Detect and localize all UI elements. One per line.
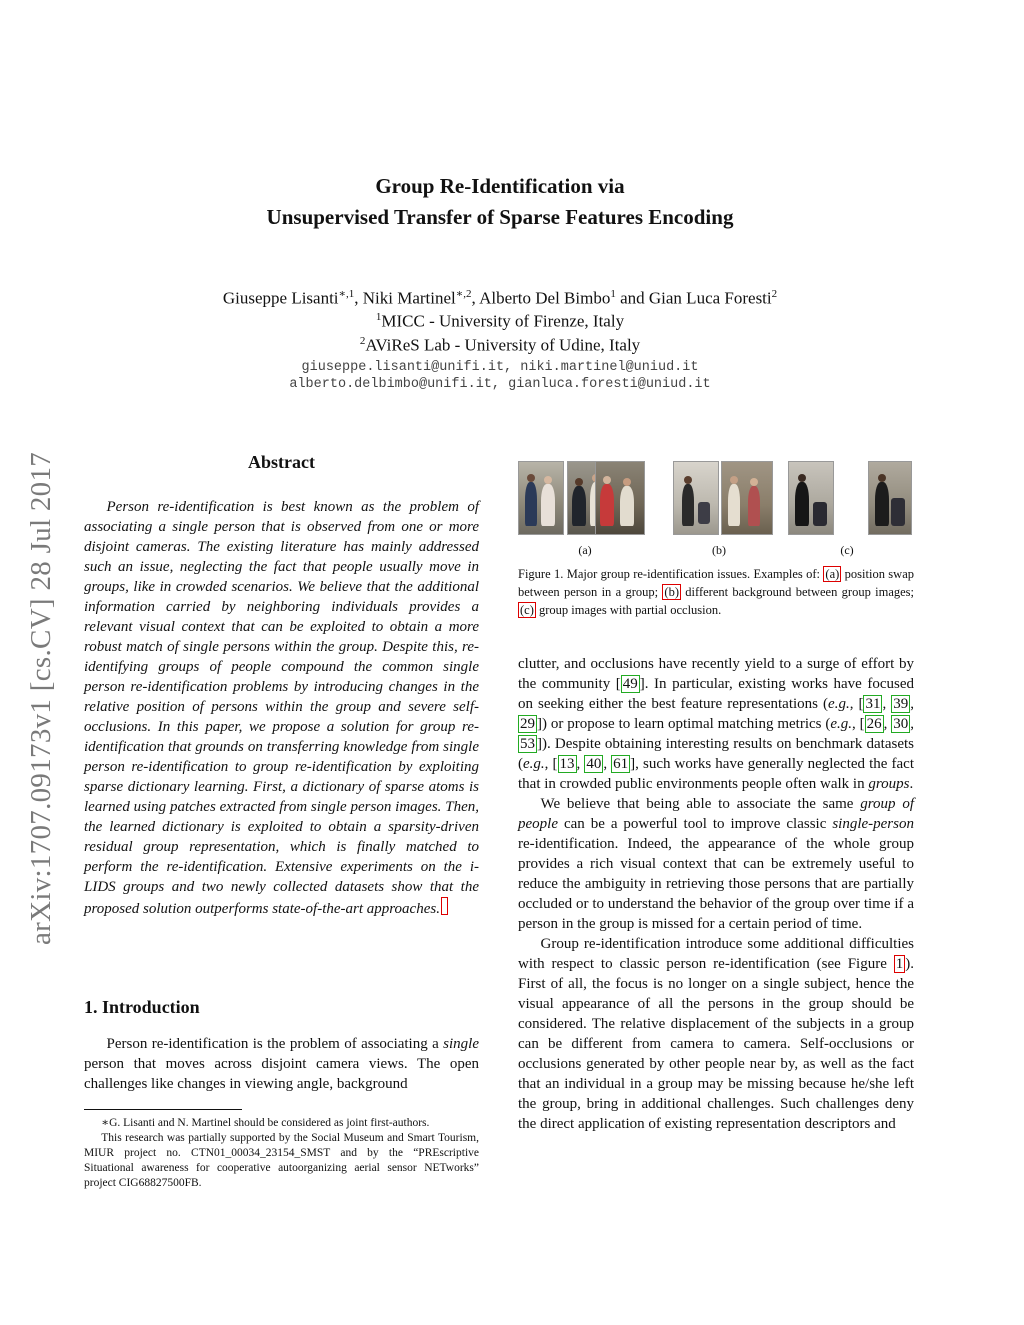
subfigure-ref-b-link[interactable]: (b) [664,585,679,599]
figure-image-b2 [721,461,773,535]
citation-61-link[interactable]: 61 [613,756,629,772]
citation-29-link[interactable]: 29 [520,716,535,732]
footnote-rule [84,1109,242,1110]
footnote-authors: ∗G. Lisanti and N. Martinel should be considered as joint first-authors. [101,1117,430,1129]
citation-26-link[interactable]: 26 [866,716,882,732]
figure-image-a1 [518,461,564,535]
right-column-body [518,654,914,1134]
subfigure-ref-c-link[interactable]: (c) [520,603,534,617]
footnote-funding: This research was partially supported by the Social Museum and Smart Tourism, MIUR project no. CTN01_00034_23154_SMST and by the “PREscriptive Situational awareness for cooperative autoorganizing aerial sensor NETworks” project CIG68827500FB. [84,1132,479,1189]
subfigure-label-c: (c) [840,543,854,557]
email-line-1[interactable]: giuseppe.lisanti@unifi.it, niki.martinel@uniud.it [301,360,699,375]
abstract-body: Person re-identification is best known as the problem of associating a single person that is observed from one or more disjoint cameras. The existing literature has mainly addressed such an issue, neglecting the fact that people usually move in groups, like in crowded scenarios. We believe that the additional information carried by neighboring individuals provides a relevant visual context that can be exploited to obtain a more robust match of single persons within the group. Despite this, re-identifying groups of people compound the common single person re-identification problems by introducing changes in the relative position of persons within the group and severe self-occlusions. In this paper, we propose a solution for group re-identification that grounds on transferring knowledge from single person re-identification to group re-identification by exploiting sparse dictionary learning. First, a dictionary of sparse atoms is learned using patches extracted from single person images. Then, the learned dictionary is exploited to obtain a sparsity-driven residual group representation, which is finally matched to perform the re-identification. Extensive experiments on the i-LIDS groups and two newly collected datasets show that the proposed solution outperforms state-of-the-art approaches. [84,499,479,917]
email-line-2[interactable]: alberto.delbimbo@unifi.it, gianluca.foresti@uniud.it [289,377,711,392]
paper-title-line-1: Group Re-Identification via [375,174,625,198]
figure-image-a3 [595,461,645,535]
figure-image-c2 [868,461,912,535]
citation-53-link[interactable]: 53 [520,736,535,752]
figure-image-b1 [673,461,719,535]
author-list: Giuseppe Lisanti$^{∗,1}$, Niki Martinel$^{∗,2}$, Alberto Del Bimbo$^1$ and Gian Luca Foresti$^2$ [222,288,778,308]
paragraph-motivation: We believe that being able to associate the same group of people can be a powerful tool to improve classic single-person re-identification. Indeed, the appearance of the whole group provides a rich visual context that can be extremely useful to reduce the ambiguity in retrieving those persons that are partially occluded or to understand the behavior of the group over time if a person in the group is missed for a certain period of time. [518,796,914,932]
citation-40-link[interactable]: 40 [586,756,602,772]
affiliation-1: $^1$MICC - University of Firenze, Italy [375,311,625,331]
citation-13-link[interactable]: 13 [559,756,575,772]
citation-49-link[interactable]: 49 [622,676,638,692]
paragraph-difficulties: Group re-identification introduce some additional difficulties with respect to classic person re-identification (see Figure 1 ). First of all, the focus is no longer on a single subject, hence the visual appearance of all the persons in the group should be considered. The relative displacement of the subjects in a group can be different from camera to camera. Self-occlusions or occlusions generated by other people near by, as well as the fact that an individual in a group may be missing because he/she left the group, bring in additional challenges. Such challenges deny the direct application of existing representation descriptors and [518,936,914,1132]
end-marker-box [441,897,448,915]
figure-1-images [518,461,912,535]
paragraph-continued: clutter, and occlusions have recently yield to a surge of effort by the community [ 49 ]. In particular, existing works have focused on seeking either the best feature representations (e.g., [ 31 , 39 , 29 ]) or propose to learn optimal matching metrics (e.g., [ 26 , 30 , 53 ]). Despite obtaining interesting results on benchmark datasets (e.g., [ 13 , 40 , 61 ], such works have generally neglected the fact that in crowded public environments people often walk in groups. [518,656,915,792]
figure-image-c1 [788,461,834,535]
subfigure-label-b: (b) [712,543,726,557]
footnote [84,1116,479,1191]
affiliation-2: $^2$AViReS Lab - University of Udine, Italy [359,335,641,355]
subfigure-label-a: (a) [578,543,592,557]
subfigure-ref-a-link[interactable]: (a) [825,567,840,581]
arxiv-identifier: arXiv:1707.09173v1 [cs.CV] 28 Jul 2017 [25,451,57,945]
citation-31-link[interactable]: 31 [865,696,881,712]
abstract-heading: Abstract [248,452,315,472]
citation-30-link[interactable]: 30 [893,716,909,732]
figure-1-ref-link[interactable]: 1 [895,956,904,972]
citation-39-link[interactable]: 39 [893,696,909,712]
paper-title-line-2: Unsupervised Transfer of Sparse Features Encoding [266,205,734,229]
section-heading-introduction: 1. Introduction [84,997,200,1017]
intro-paragraph: Person re-identification is the problem of associating a single person that moves across disjoint camera views. The open challenges like changes in viewing angle, background [84,1036,479,1092]
figure-1-caption: Figure 1. Major group re-identification issues. Examples of: (a) position swap between person in a group; (b) different background between group images; (c) group images with partial occlusion. [518,567,915,617]
